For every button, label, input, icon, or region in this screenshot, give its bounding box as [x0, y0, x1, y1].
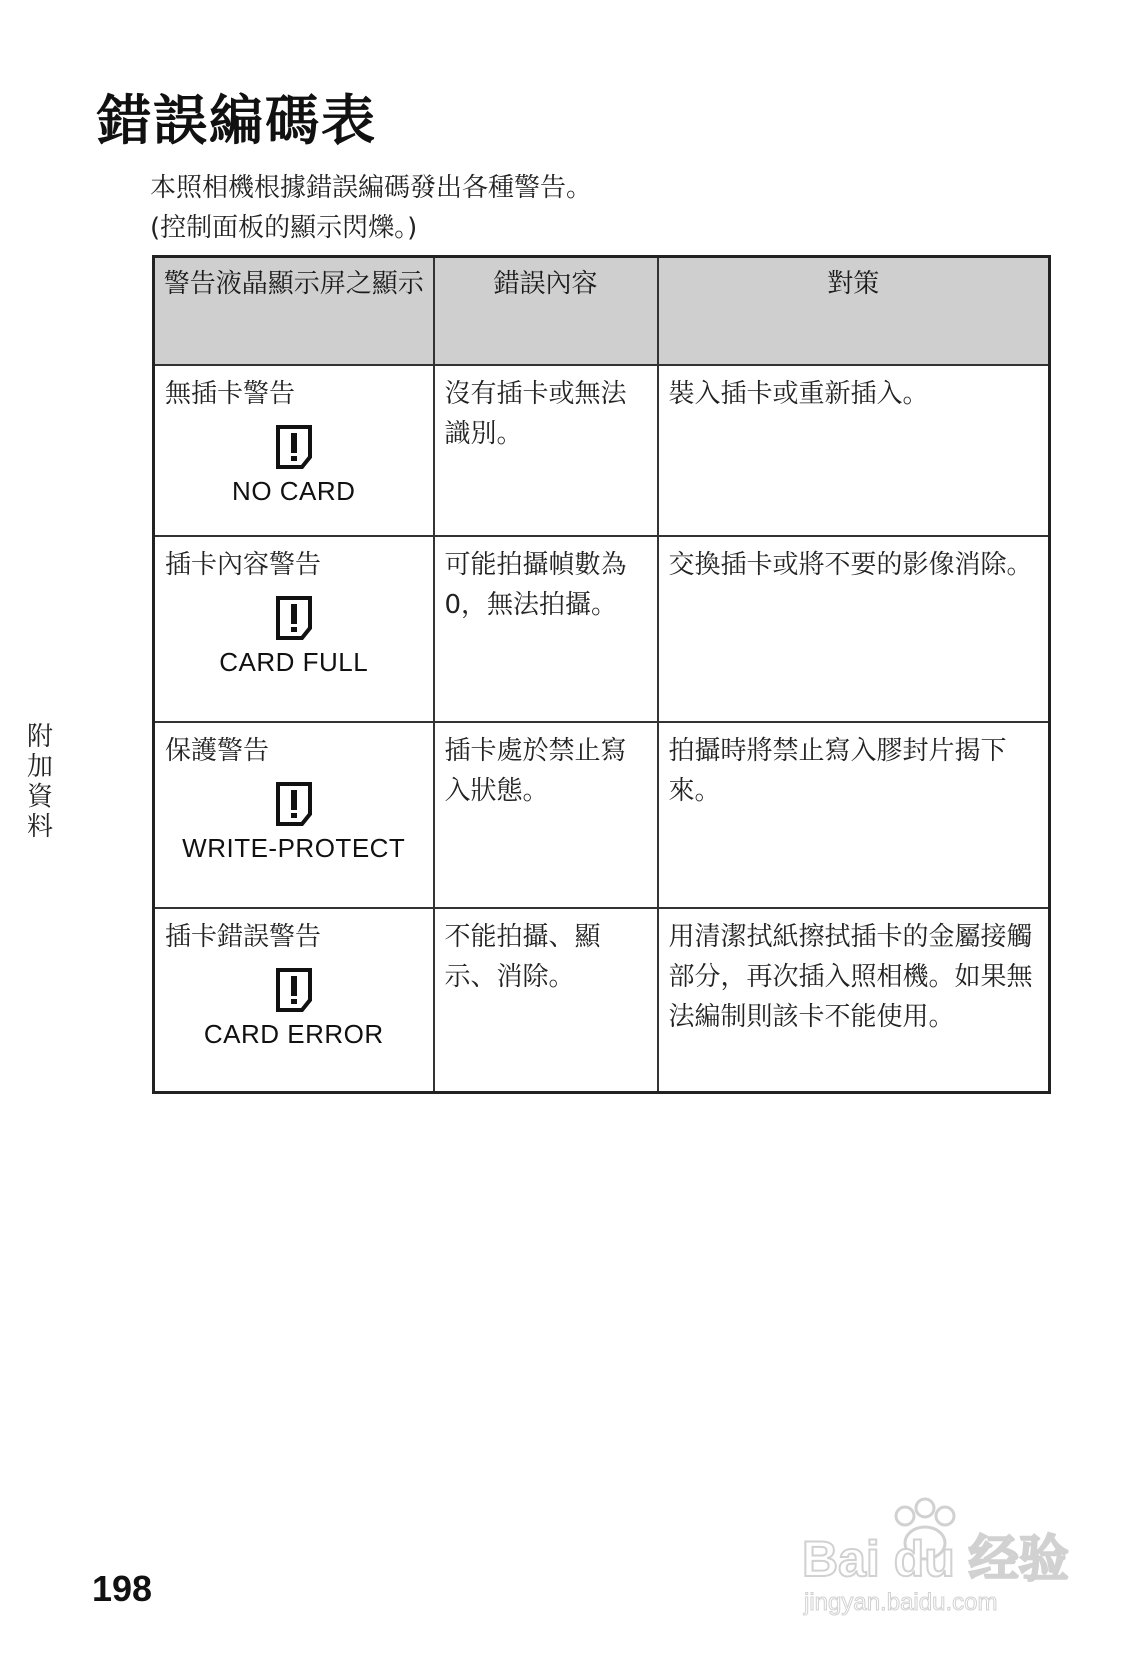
- section-side-label: [22, 722, 58, 842]
- cause-cell: 插卡處於禁止寫入狀態。: [434, 722, 658, 908]
- table-row: [154, 722, 1050, 908]
- cause-cell: 不能拍攝、顯示、消除。: [434, 908, 658, 1093]
- intro-line-2: (控制面板的顯示閃爍。): [150, 213, 418, 243]
- side-label-char: 加: [26, 752, 53, 782]
- warning-cell: [154, 722, 434, 908]
- table-row: [154, 536, 1050, 722]
- table-row: [154, 365, 1050, 536]
- intro-text: [150, 168, 592, 248]
- warning-name: 插卡內容警告: [165, 550, 322, 580]
- lcd-text: CARD ERROR: [203, 1019, 384, 1049]
- remedy-cell: 用清潔拭紙擦拭插卡的金屬接觸部分，再次插入照相機。如果無法編制則該卡不能使用。: [658, 908, 1050, 1093]
- lcd-text: NO CARD: [232, 476, 356, 506]
- page-title: 錯誤編碼表: [97, 89, 377, 152]
- error-code-table: [152, 255, 1051, 1094]
- side-label-char: 附: [26, 722, 53, 752]
- side-label-char: 料: [26, 812, 53, 842]
- warning-cell: [154, 908, 434, 1093]
- header-error-content: 錯誤內容: [434, 257, 658, 366]
- header-remedy: 對策: [658, 257, 1050, 366]
- baidu-watermark-logo: [800, 1488, 1070, 1618]
- warning-name: 無插卡警告: [165, 379, 296, 409]
- cause-cell: 沒有插卡或無法識別。: [434, 365, 658, 536]
- remedy-cell: 交換插卡或將不要的影像消除。: [658, 536, 1050, 722]
- remedy-cell: 拍攝時將禁止寫入膠封片揭下來。: [658, 722, 1050, 908]
- header-lcd-display: 警告液晶顯示屏之顯示: [154, 257, 434, 366]
- warning-cell: [154, 536, 434, 722]
- card-warning-icon: [274, 781, 314, 827]
- warning-cell: [154, 365, 434, 536]
- card-warning-icon: [274, 424, 314, 470]
- remedy-cell: 裝入插卡或重新插入。: [658, 365, 1050, 536]
- table-header-row: [154, 257, 1050, 366]
- table-row: [154, 908, 1050, 1093]
- svg-text:Bai du 经验: Bai du 经验: [802, 1531, 1069, 1587]
- warning-name: 保護警告: [165, 736, 270, 766]
- svg-text:jingyan.baidu.com: jingyan.baidu.com: [804, 1589, 998, 1616]
- page-number: 198: [92, 1568, 153, 1609]
- cause-cell: 可能拍攝幀數為0，無法拍攝。: [434, 536, 658, 722]
- intro-line-1: 本照相機根據錯誤編碼發出各種警告。: [150, 173, 593, 203]
- warning-name: 插卡錯誤警告: [165, 922, 322, 952]
- card-warning-icon: [274, 967, 314, 1013]
- lcd-text: CARD FULL: [219, 647, 369, 677]
- lcd-text: WRITE-PROTECT: [182, 833, 406, 863]
- card-warning-icon: [274, 595, 314, 641]
- side-label-char: 資: [26, 782, 53, 812]
